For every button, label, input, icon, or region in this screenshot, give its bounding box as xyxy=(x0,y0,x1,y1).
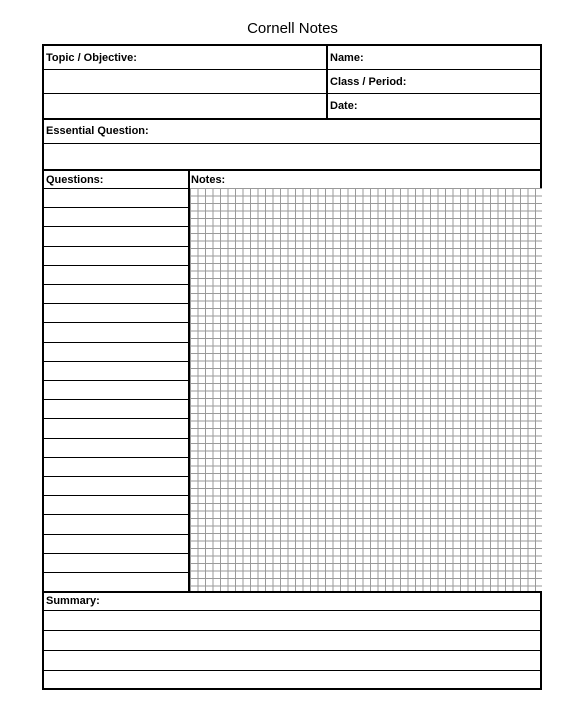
question-line xyxy=(44,534,188,535)
topic-line-2 xyxy=(44,93,326,94)
question-line xyxy=(44,284,188,285)
question-line xyxy=(44,265,188,266)
question-line xyxy=(44,207,188,208)
question-line xyxy=(44,572,188,573)
essential-question-bottom-rule xyxy=(44,169,540,171)
header-divider xyxy=(326,46,328,118)
question-line xyxy=(44,399,188,400)
question-line xyxy=(44,342,188,343)
summary-line xyxy=(44,610,540,611)
question-line xyxy=(44,418,188,419)
summary-line xyxy=(44,650,540,651)
topic-objective-label: Topic / Objective: xyxy=(46,52,137,64)
class-period-label: Class / Period: xyxy=(330,76,407,88)
question-line xyxy=(44,246,188,247)
header-bottom-rule xyxy=(44,118,540,120)
question-line xyxy=(44,361,188,362)
questions-label: Questions: xyxy=(46,174,104,186)
notes-label: Notes: xyxy=(191,174,226,186)
essential-question-line xyxy=(44,143,540,144)
question-line xyxy=(44,303,188,304)
summary-line xyxy=(44,630,540,631)
notes-bottom-rule xyxy=(44,591,540,593)
essential-question-label: Essential Question: xyxy=(46,125,149,137)
question-line xyxy=(44,226,188,227)
question-line xyxy=(44,553,188,554)
question-line xyxy=(44,476,188,477)
question-line xyxy=(44,188,188,189)
class-line xyxy=(326,93,540,94)
name-line xyxy=(326,69,540,70)
question-line xyxy=(44,457,188,458)
question-line xyxy=(44,438,188,439)
notes-grid xyxy=(190,188,542,591)
question-line xyxy=(44,495,188,496)
cornell-notes-form xyxy=(42,44,542,690)
summary-label: Summary: xyxy=(46,595,100,607)
topic-line-1 xyxy=(44,69,326,70)
question-line xyxy=(44,514,188,515)
question-line xyxy=(44,380,188,381)
page-title: Cornell Notes xyxy=(247,20,338,37)
question-line xyxy=(44,322,188,323)
name-label: Name: xyxy=(330,52,364,64)
date-label: Date: xyxy=(330,100,358,112)
summary-line xyxy=(44,670,540,671)
